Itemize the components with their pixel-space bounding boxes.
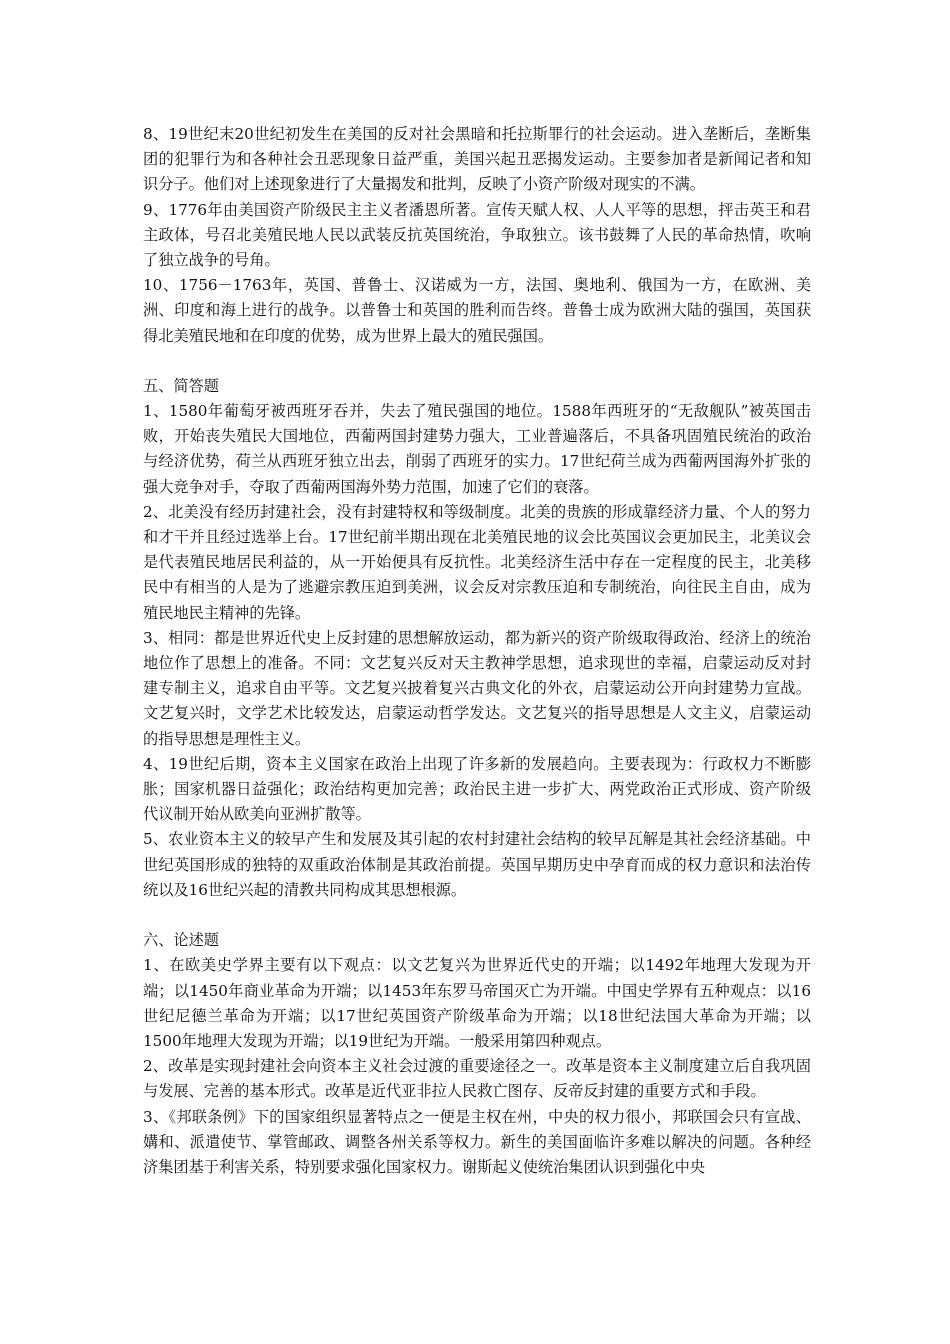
section-essay xyxy=(143,928,811,1180)
short-answer-item-4: 4、19世纪后期，资本主义国家在政治上出现了许多新的发展趋向。主要表现为：行政权力不断膨胀；国家机器日益强化；政治结构更加完善；政治民主进一步扩大、两党政治正式形成、资产阶级代议制开始从欧美向亚洲扩散等。 xyxy=(143,754,811,824)
document-page xyxy=(143,122,811,1180)
short-answer-item-3: 3、相同：都是世界近代史上反封建的思想解放运动，都为新兴的资产阶级取得政治、经济上的统治地位作了思想上的准备。不同：文艺复兴反对天主教神学思想，追求现世的幸福，启蒙运动反对封建专制主义，追求自由平等。文艺复兴披着复兴古典文化的外衣，启蒙运动公开向封建势力宣战。文艺复兴时，文学艺术比较发达，启蒙运动哲学发达。文艺复兴的指导思想是人文主义，启蒙运动的指导思想是理性主义。 xyxy=(143,628,811,748)
short-answer-item-5: 5、农业资本主义的较早产生和发展及其引起的农村封建社会结构的较早瓦解是其社会经济基础。中世纪英国形成的独特的双重政治体制是其政治前提。英国早期历史中孕育而成的权力意识和法治传统以及16世纪兴起的清教共同构成其思想根源。 xyxy=(143,830,811,899)
answer-item-9: 9、1776年由美国资产阶级民主主义者潘恩所著。宣传天赋人权、人人平等的思想，抨击英王和君主政体，号召北美殖民地人民以武装反抗英国统治，争取独立。该书鼓舞了人民的革命热情，吹响了独立战争的号角。 xyxy=(143,200,811,270)
short-answer-item-1: 1、1580年葡萄牙被西班牙吞并，失去了殖民强国的地位。1588年西班牙的“无敌舰队”被英国击败，开始丧失殖民大国地位，西葡两国封建势力强大，工业普遍落后，不具备巩固殖民统治的政治与经济优势，荷兰从西班牙独立出去，削弱了西班牙的实力。17世纪荷兰成为西葡两国海外扩张的强大竞争对手，夺取了西葡两国海外势力范围，加速了它们的衰落。 xyxy=(143,402,811,496)
section-title-short-answer: 五、简答题 xyxy=(143,376,219,395)
section-short-answer xyxy=(143,374,811,903)
essay-item-2: 2、改革是实现封建社会向资本主义社会过渡的重要途径之一。改革是资本主义制度建立后自我巩固与发展、完善的基本形式。改革是近代亚非拉人民救亡图存、反帝反封建的重要方式和手段。 xyxy=(143,1057,811,1101)
essay-item-3: 3、《邦联条例》下的国家组织显著特点之一便是主权在州，中央的权力很小，邦联国会只有宣战、媾和、派遣使节、掌管邮政、调整各州关系等权力。新生的美国面临许多难以解决的问题。各种经济集团基于利害关系，特别要求强化国家权力。谢斯起义使统治集团认识到强化中央 xyxy=(143,1107,811,1176)
answer-item-8: 8、19世纪末20世纪初发生在美国的反对社会黑暗和托拉斯罪行的社会运动。进入垄断后，垄断集团的犯罪行为和各种社会丑恶现象日益严重，美国兴起丑恶揭发运动。主要参加者是新闻记者和知识分子。他们对上述现象进行了大量揭发和批判，反映了小资产阶级对现实的不满。 xyxy=(143,125,811,194)
section-title-essay: 六、论述题 xyxy=(143,931,219,950)
part1-items xyxy=(143,122,811,349)
answer-item-10: 10、1756－1763年，英国、普鲁士、汉诺威为一方，法国、奥地利、俄国为一方，在欧洲、美洲、印度和海上进行的战争。以普鲁士和英国的胜利而告终。普鲁士成为欧洲大陆的强国，英国获得北美殖民地和在印度的优势，成为世界上最大的殖民强国。 xyxy=(143,276,811,345)
essay-item-1: 1、在欧美史学界主要有以下观点：以文艺复兴为世界近代史的开端；以1492年地理大发现为开端；以1450年商业革命为开端；以1453年东罗马帝国灭亡为开端。中国史学界有五种观点：以16世纪尼德兰革命为开端；以17世纪英国资产阶级革命为开端；以18世纪法国大革命为开端；以1500年地理大发现为开端；以19世纪为开端。一般采用第四种观点。 xyxy=(143,956,811,1050)
short-answer-item-2: 2、北美没有经历封建社会，没有封建特权和等级制度。北美的贵族的形成靠经济力量、个人的努力和才干并且经过选举上台。17世纪前半期出现在北美殖民地的议会比英国议会更加民主，北美议会是代表殖民地居民利益的，从一开始便具有反抗性。北美经济生活中存在一定程度的民主，北美移民中有相当的人是为了逃避宗教压迫到美洲，议会反对宗教压迫和专制统治，向往民主自由，成为殖民地民主精神的先锋。 xyxy=(143,502,811,622)
